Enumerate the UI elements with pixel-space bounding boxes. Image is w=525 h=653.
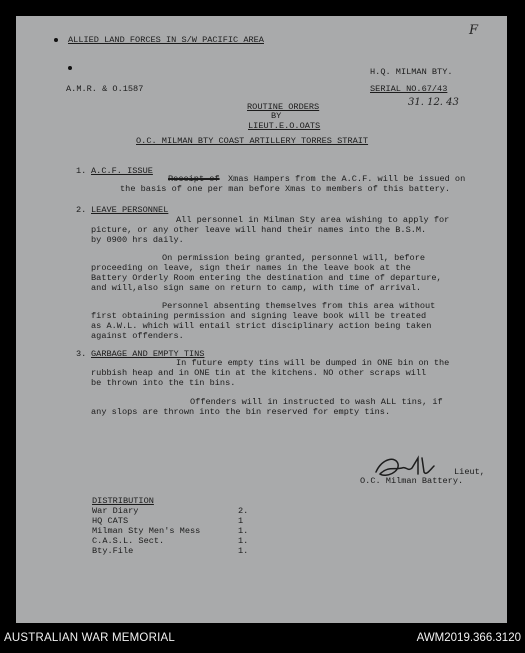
- signature-rank: Lieut,: [454, 467, 485, 477]
- section-1-line: Xmas Hampers from the A.C.F. will be issued on: [228, 174, 466, 184]
- distribution-name: HQ CATS: [92, 516, 129, 526]
- title-by: BY: [271, 111, 282, 121]
- reference-number: A.M.R. & O.1587: [66, 84, 144, 94]
- distribution-count: 1.: [238, 546, 249, 556]
- header-left: ALLIED LAND FORCES IN S/W PACIFIC AREA: [68, 35, 264, 45]
- struck-text: Receipt of: [168, 174, 220, 184]
- distribution-name: Milman Sty Men's Mess: [92, 526, 201, 536]
- section-2-line: by 0900 hrs daily.: [91, 235, 184, 245]
- punch-hole: [54, 38, 58, 42]
- title-routine-orders: ROUTINE ORDERS: [247, 102, 320, 112]
- punch-hole: [68, 66, 72, 70]
- section-2-line: against offenders.: [91, 331, 184, 341]
- section-2-line: Personnel absenting themselves from this area without: [162, 301, 436, 311]
- section-3-line: any slops are thrown into the bin reserved for empty tins.: [91, 407, 391, 417]
- distribution-heading: DISTRIBUTION: [92, 496, 154, 506]
- section-2-number: 2.: [76, 205, 87, 215]
- section-3-number: 3.: [76, 349, 87, 359]
- signature-title: O.C. Milman Battery.: [360, 476, 464, 486]
- title-unit: O.C. MILMAN BTY COAST ARTILLERY TORRES STRAIT: [136, 136, 369, 146]
- section-3-line: be thrown into the tin bins.: [91, 378, 236, 388]
- section-2-line: Battery Orderly Room entering the destination and time of departure,: [91, 273, 442, 283]
- section-2-line: first obtaining permission and signing leave book will be treated: [91, 311, 427, 321]
- section-2-line: and will,also sign same on return to camp, with time of arrival.: [91, 283, 422, 293]
- section-3-heading: GARBAGE AND EMPTY TINS: [91, 349, 205, 359]
- section-3-line: Offenders will in instructed to wash ALL tins, if: [190, 397, 443, 407]
- distribution-name: C.A.S.L. Sect.: [92, 536, 165, 546]
- header-right: H.Q. MILMAN BTY.: [370, 67, 453, 77]
- distribution-name: Bty.File: [92, 546, 134, 556]
- section-2-line: All personnel in Milman Sty area wishing to apply for: [176, 215, 450, 225]
- section-3-line: In future empty tins will be dumped in ONE bin on the: [176, 358, 450, 368]
- distribution-count: 1.: [238, 536, 249, 546]
- distribution-count: 2.: [238, 506, 249, 516]
- section-2-heading: LEAVE PERSONNEL: [91, 205, 169, 215]
- institution-label: AUSTRALIAN WAR MEMORIAL: [4, 632, 175, 644]
- title-officer: LIEUT.E.O.OATS: [248, 121, 321, 131]
- distribution-count: 1: [238, 516, 244, 526]
- accession-number: AWM2019.366.3120: [416, 632, 521, 644]
- handwritten-date: 31. 12. 43: [408, 97, 459, 108]
- section-1-number: 1.: [76, 166, 87, 176]
- section-2-line: proceeding on leave, sign their names in the leave book at the: [91, 263, 411, 273]
- serial-number: SERIAL NO.67/43: [370, 84, 448, 94]
- section-2-line: picture, or any other leave will hand their names into the B.S.M.: [91, 225, 427, 235]
- section-2-line: On permission being granted, personnel will, before: [162, 253, 426, 263]
- section-3-line: rubbish heap and in ONE tin at the kitchens. NO other scraps will: [91, 368, 427, 378]
- distribution-count: 1.: [238, 526, 249, 536]
- section-2-line: as A.W.L. which will entail strict disciplinary action being taken: [91, 321, 432, 331]
- corner-mark: F: [469, 23, 479, 38]
- section-1-line: the basis of one per man before Xmas to members of this battery.: [120, 184, 451, 194]
- document-page: [16, 16, 507, 623]
- section-1-heading: A.C.F. ISSUE: [91, 166, 153, 176]
- distribution-name: War Diary: [92, 506, 139, 516]
